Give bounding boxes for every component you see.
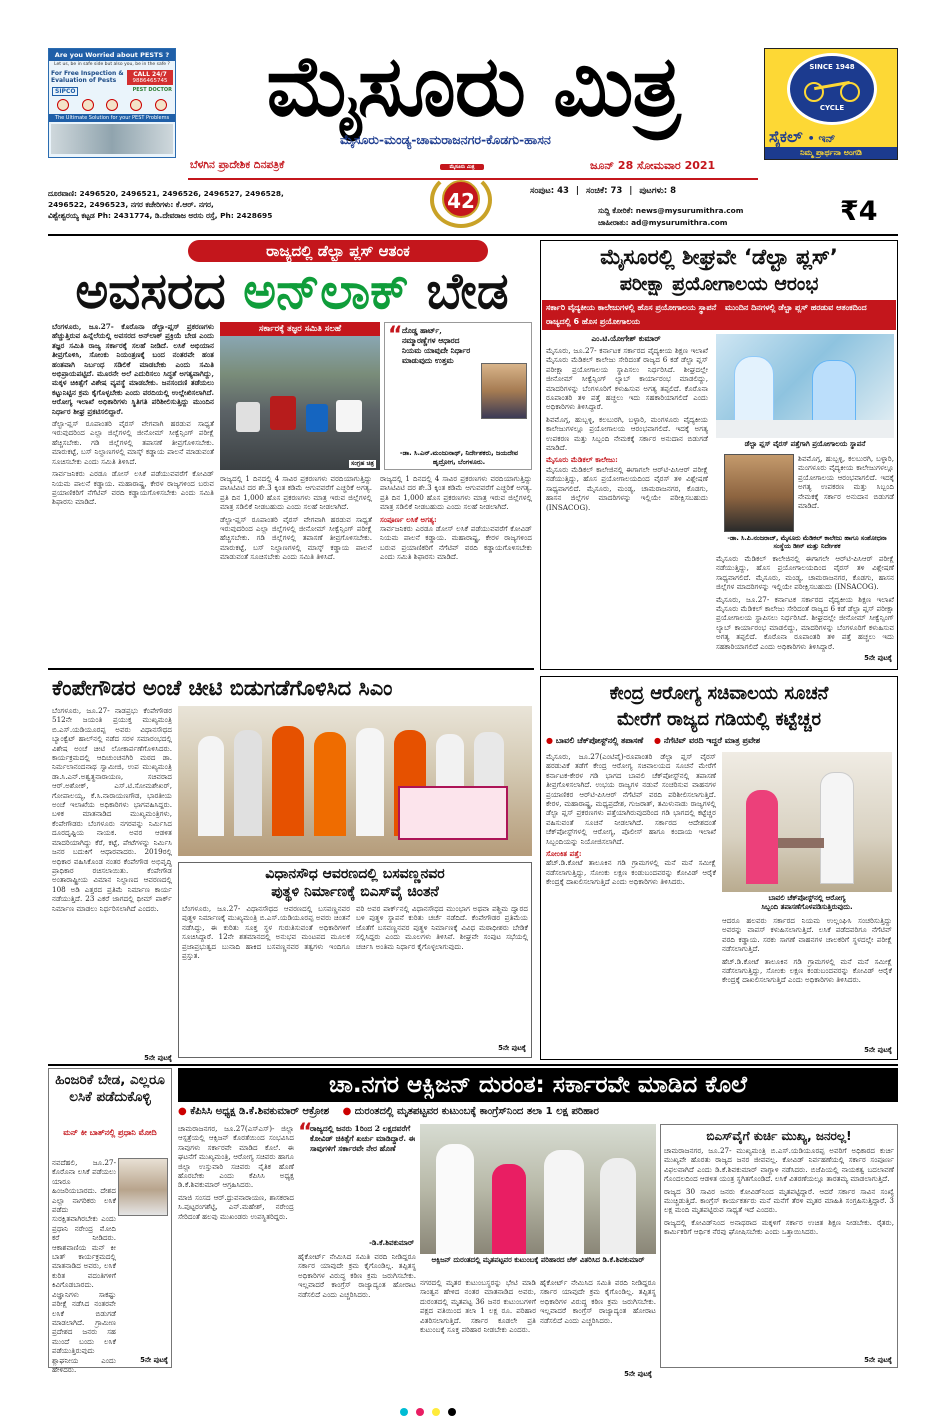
delta-bullet-2: ಮುಂದಿನ ದಿನಗಳಲ್ಲಿ ಡೆಲ್ಟಾ ಪ್ಲಸ್ ಹರಡುವ ಆತಂಕದಿಂದ ರಾಜ್ಯದಲ್ಲಿ 6 ಹೊಸ ಪ್ರಯೋಗಾಲಯ [546,303,867,326]
ad-pest-bug-icons [49,96,175,114]
oxygen-quote-box [298,1120,416,1248]
masthead-title: ಮೈಸೂರು ಮಿತ್ರ [266,37,680,135]
quote-mark-icon: “ [388,323,403,348]
emblem-number: 42 [442,180,480,218]
ad-pest-brand: SIPCO [52,87,78,96]
masthead-subtitle: ಬೆಳಗಿನ ಪ್ರಾದೇಶಿಕ ದಿನಪತ್ರಿಕೆ [190,159,285,171]
lab-worker-2 [812,360,856,426]
delta-lab-photo [716,334,894,438]
person [600,1158,636,1254]
email-news: ಸುದ್ದಿ ಕೋರಿಕೆ: news@mysurumithra.com [598,206,744,215]
ad-pest-offer: For Free Inspection & Evaluation of Pests [51,70,124,84]
delta-body-col-1 [546,346,708,664]
bsy-body-1: ಚಾಮರಾಜನಗರ, ಜೂ.27- ಮುಖ್ಯಮಂತ್ರಿ ಬಿ.ಎಸ್.ಯಡಿಯೂರಪ್ಪ ಅವರಿಗೆ ಅಧಿಕಾರದ ಕುರ್ಚಿ ಮುಖ್ಯವೇ ಹೊರತು ರಾಜ್ಯದ ಜನರ ಜೀವವಲ್ಲ. ಕೋವಿಡ್ ನಿರ್ವಹಣೆಯಲ್ಲಿ ಸರ್ಕಾರ ಸಂಪೂರ್ಣ ವಿಫಲವಾಗಿದೆ ಎಂದು ಡಿ.ಕೆ.ಶಿವಕುಮಾರ್ ವಾಗ್ದಾಳಿ ನಡೆಸಿದರು. ಬಿಜೆಪಿಯಲ್ಲಿ ನಾಯಕತ್ವ ಬದಲಾವಣೆ ಗೊಂದಲದಿಂದ ಆಡಳಿತ ಯಂತ್ರ ಸ್ಥಗಿತಗೊಂಡಿದೆ. ಲಸಿಕೆ ವಿತರಣೆಯಲ್ಲೂ ತಾರತಮ್ಯ ಮಾಡಲಾಗುತ್ತಿದೆ. [664,1146,894,1184]
ad-pest-call: CALL 24/7 [133,71,167,78]
cycle-brand-name: ಸೈಕಲ್ [769,127,803,146]
email-ad: ಜಾಹೀರಾತು: ad@mysurumithra.com [598,218,728,227]
lead-headline-part1: ಅವಸರದ [75,262,244,320]
oxygen-photo [420,1124,656,1254]
lead-body-col-2 [220,474,372,662]
oxygen-body-col-4 [540,1278,656,1368]
delta-bullet-1: ಸರ್ಕಾರಿ ವೈದ್ಯಕೀಯ ಕಾಲೇಜುಗಳಲ್ಲಿ ಹೊಸ ಪ್ರಯೋಗಾಲಯ ಸ್ಥಾಪನೆ [546,303,717,312]
traffic-scene [230,382,370,452]
lead-sub-2: ಸಂಪೂರ್ಣ ಲಸಿಕೆ ಅಗತ್ಯ: [380,514,437,524]
bug-icon [82,99,94,111]
health-body-3: ಹೆಚ್.ಡಿ.ಕೋಟೆ ತಾಲೂಕಿನ ಗಡಿ ಗ್ರಾಮಗಳಲ್ಲಿ ಮನೆ ಮನೆ ಸಮೀಕ್ಷೆ ನಡೆಸಲಾಗುತ್ತಿದ್ದು, ಸೋಂಕು ಲಕ್ಷಣ ಕಂಡುಬಂದವರನ್ನು ಕೋವಿಡ್ ಆರೈಕೆ ಕೇಂದ್ರಕ್ಕೆ ದಾಖಲಿಸಲಾಗುತ್ತಿದೆ ಎಂದು ಅಧಿಕಾರಿಗಳು ತಿಳಿಸಿದರು. [546,858,716,887]
bug-icon [57,99,69,111]
person [436,1144,474,1254]
lead-headline-part2: ಅನ್‌ಲಾಕ್ [243,262,409,320]
lead-quote: ದೊಡ್ಡ ಹಾರ್ಟ್, ನಮ್ಮಾರಣ್ಣೆಗಳ ಆಧಾರದ ನಿಯಮ ಯಾವುದೇ ನಿರ್ಧಾರ ಮಾಡುವುದು ಉತ್ತಮ [402,326,471,365]
lead-quote-author: -ಡಾ. ಸಿ.ಎನ್.ಮಂಜುನಾಥ್, ನಿರ್ದೇಶಕರು, ಜಯದೇವ ಹೃದ್ರೋಗ, ಬೆಂಗಳೂರು. [399,449,519,466]
person [356,728,384,836]
modi-continued: 5ನೇ ಪುಟಕ್ಕೆ [140,1356,168,1364]
swami [272,726,304,836]
person [544,1150,584,1254]
delta-continued: 5ನೇ ಪುಟಕ್ಕೆ [864,654,892,662]
issue-info: ಸಂಪುಟ: 43 | ಸಂಚಿಕೆ: 73 | ಪುಟಗಳು: 8 [530,186,677,196]
lead-photo-caption: ಸರ್ಕಾರಕ್ಕೆ ತಜ್ಞರ ಸಮಿತಿ ಸಲಹೆ [220,322,380,336]
bsy-body-col [664,1146,894,1352]
health-checkpost-photo [722,752,892,892]
health-bullet-2: ● ನೆಗೆಟಿವ್ ವರದಿ ಇದ್ದರೆ ಮಾತ್ರ ಪ್ರವೇಶ [654,736,760,745]
statue-headline-2: ಪುತ್ಥಳಿ ನಿರ್ಮಾಣಕ್ಕೆ ಬಿಎಸ್‌ವೈ ಚಿಂತನೆ [271,884,439,900]
lead-body-2: ಡೆಲ್ಟಾ-ಪ್ಲಸ್ ರೂಪಾಂತರಿ ವೈರಸ್ ವೇಗವಾಗಿ ಹರಡುವ ಸಾಧ್ಯತೆ ಇರುವುದರಿಂದ ಎಲ್ಲಾ ಜಿಲ್ಲೆಗಳಲ್ಲಿ ಜೀನೋಮ್ ಸೀಕ್ವೆನ್ಸಿಂಗ್ ಪರೀಕ್ಷೆ ಹೆಚ್ಚಿಸಬೇಕು. ಗಡಿ ಜಿಲ್ಲೆಗಳಲ್ಲಿ ತಪಾಸಣೆ ತೀವ್ರಗೊಳಿಸಬೇಕು. ಮಾರುಕಟ್ಟೆ, ಬಸ್ ನಿಲ್ದಾಣಗಳಲ್ಲಿ ಮಾಸ್ಕ್ ಕಡ್ಡಾಯ ಪಾಲನೆ ಮಾಡುವಂತೆ ಸೂಚಿಸಬೇಕು ಎಂದು ಸಮಿತಿ ತಿಳಿಸಿದೆ. [52,419,214,466]
modi-body-text: ನವದೆಹಲಿ, ಜೂ.27- ಕೊರೊನಾ ಲಸಿಕೆ ಪಡೆಯಲು ಯಾರೂ ಹಿಂಜರಿಯಬಾರದು. ದೇಶದ ಎಲ್ಲಾ ನಾಗರಿಕರು ಲಸಿಕೆ ಪಡೆದು ಸುರಕ್ಷಿತವಾಗಿರಬೇಕು ಎಂದು ಪ್ರಧಾನಿ ನರೇಂದ್ರ ಮೋದಿ ಕರೆ ನೀಡಿದರು. ಆಕಾಶವಾಣಿಯ ಮನ್ ಕೀ ಬಾತ್ ಕಾರ್ಯಕ್ರಮದಲ್ಲಿ ಮಾತನಾಡಿದ ಅವರು, ಲಸಿಕೆ ಕುರಿತ ವದಂತಿಗಳಿಗೆ ಕಿವಿಗೊಡಬಾರದು. ವಿಜ್ಞಾನಿಗಳು ಸಾಕಷ್ಟು ಪರೀಕ್ಷೆ ನಡೆಸಿದ ನಂತರವೇ ಲಸಿಕೆ ಬಿಡುಗಡೆ ಮಾಡಲಾಗಿದೆ. ಗ್ರಾಮೀಣ ಪ್ರದೇಶದ ಜನರು ಸಹ ಮುಂದೆ ಬಂದು ಲಸಿಕೆ ಪಡೆಯುತ್ತಿರುವುದು ಶ್ಲಾಘನೀಯ ಎಂದು ಹೇಳಿದರು. [52,1158,116,1374]
delta-body-col-3 [716,554,894,654]
delta-body-col-2 [798,454,894,534]
delta-body-2b: ಶಿವಮೊಗ್ಗ, ಹುಬ್ಬಳ್ಳಿ, ಕಲಬುರಗಿ, ಬಳ್ಳಾರಿ, ಮಂಗಳೂರು ವೈದ್ಯಕೀಯ ಕಾಲೇಜುಗಳಲ್ಲೂ ಪ್ರಯೋಗಾಲಯ ಆರಂಭವಾಗಲಿದೆ. ಇದಕ್ಕೆ ಅಗತ್ಯ ಉಪಕರಣ ಮತ್ತು ಸಿಬ್ಬಂದಿ ನೇಮಕಕ್ಕೆ ಸರ್ಕಾರ ಅನುದಾನ ಬಿಡುಗಡೆ ಮಾಡಿದೆ. [798,454,894,511]
lead-body-col-3 [380,474,532,662]
cm-body-text: ಬೆಂಗಳೂರು, ಜೂ.27- ನಾಡಪ್ರಭು ಕೆಂಪೇಗೌಡರ 512ನೇ ಜಯಂತಿ ಪ್ರಯುಕ್ತ ಮುಖ್ಯಮಂತ್ರಿ ಬಿ.ಎಸ್.ಯಡಿಯೂರಪ್ಪ ಅವರು ವಿಧಾನಸೌಧದ ಬ್ಯಾಂಕ್ವೆಟ್ ಹಾಲ್‌ನಲ್ಲಿ ನಡೆದ ಸರಳ ಸಮಾರಂಭದಲ್ಲಿ ವಿಶೇಷ ಅಂಚೆ ಚೀಟಿ ಲೋಕಾರ್ಪಣೆಗೊಳಿಸಿದರು. ಕಾರ್ಯಕ್ರಮದಲ್ಲಿ ಆದಿಚುಂಚನಗಿರಿ ಮಠದ ಡಾ. ನಿರ್ಮಲಾನಂದನಾಥ ಸ್ವಾಮೀಜಿ, ಉಪ ಮುಖ್ಯಮಂತ್ರಿ ಡಾ.ಸಿ.ಎನ್.ಅಶ್ವತ್ಥನಾರಾಯಣ, ಸಚಿವರಾದ ಆರ್.ಅಶೋಕ್, ಎಸ್.ಟಿ.ಸೋಮಶೇಖರ್, ಗೋಪಾಲಯ್ಯ, ಕೆ.ಸಿ.ನಾರಾಯಣಗೌಡ, ಭಾರತೀಯ ಅಂಚೆ ಇಲಾಖೆಯ ಅಧಿಕಾರಿಗಳು ಭಾಗವಹಿಸಿದ್ದರು. ಬಳಿಕ ಮಾತನಾಡಿದ ಮುಖ್ಯಮಂತ್ರಿಗಳು, ಕೆಂಪೇಗೌಡರು ಬೆಂಗಳೂರು ನಗರವನ್ನು ನಿರ್ಮಿಸಿದ ದೂರದೃಷ್ಟಿಯ ನಾಯಕ. ಅವರ ಆಡಳಿತ ಮಾದರಿಯಾಗಿದ್ದು ಕೆರೆ, ಕಟ್ಟೆ, ಪೇಟೆಗಳನ್ನು ನಿರ್ಮಿಸಿ ಜನರ ಬದುಕಿಗೆ ಆಧಾರವಾದರು. 2019ರಲ್ಲಿ ಅಧಿಕಾರ ವಹಿಸಿಕೊಂಡ ನಂತರ ಕೆಂಪೇಗೌಡ ಅಭಿವೃದ್ಧಿ ಪ್ರಾಧಿಕಾರ ರಚಿಸಲಾಯಿತು. ಕೆಂಪೇಗೌಡ ಅಂತಾರಾಷ್ಟ್ರೀಯ ವಿಮಾನ ನಿಲ್ದಾಣದ ಆವರಣದಲ್ಲಿ 108 ಅಡಿ ಎತ್ತರದ ಪ್ರತಿಮೆ ನಿರ್ಮಾಣ ಕಾರ್ಯ ನಡೆಯುತ್ತಿದೆ. 23 ಎಕರೆ ಜಾಗದಲ್ಲಿ ಥೀಮ್ ಪಾರ್ಕ್ ನಿರ್ಮಾಣ ಮಾಡಲು ನಿರ್ಧರಿಸಲಾಗಿದೆ ಎಂದರು. [52,706,172,913]
health-photo-caption-1: ಬಾವಲಿ ಚೆಕ್‌ಪೋಸ್ಟ್‌ನಲ್ಲಿ ಆರೋಗ್ಯ [768,894,846,902]
statue-body-col-1 [182,904,350,1052]
delta-body-1: ಮೈಸೂರು, ಜೂ.27- ಕರ್ನಾಟಕ ಸರ್ಕಾರದ ವೈದ್ಯಕೀಯ ಶಿಕ್ಷಣ ಇಲಾಖೆ ಮೈಸೂರು ಮೆಡಿಕಲ್ ಕಾಲೇಜು ಸೇರಿದಂತೆ ರಾಜ್ಯದ 6 ಕಡೆ ಡೆಲ್ಟಾ ಪ್ಲಸ್ ಪರೀಕ್ಷಾ ಪ್ರಯೋಗಾಲಯ ಸ್ಥಾಪಿಸಲು ನಿರ್ಧರಿಸಿದೆ. ಶೀಘ್ರದಲ್ಲೇ ಜೀನೋಮ್ ಸೀಕ್ವೆನ್ಸಿಂಗ್ ಲ್ಯಾಬ್ ಕಾರ್ಯಾರಂಭ ಮಾಡಲಿದ್ದು, ಮಾದರಿಗಳನ್ನು ಬೆಂಗಳೂರಿಗೆ ಕಳುಹಿಸುವ ಅಗತ್ಯ ತಪ್ಪಲಿದೆ. ಕೊರೊನಾ ರೂಪಾಂತರಿ ತಳಿ ಪತ್ತೆ ಹಚ್ಚಲು ಇದು ಸಹಕಾರಿಯಾಗಲಿದೆ ಎಂದು ಅಧಿಕಾರಿಗಳು ತಿಳಿಸಿದ್ದಾರೆ. [546,346,708,412]
delta-portrait-caption: -ಡಾ. ಸಿ.ಪಿ.ನಂಜರಾಜ್, ಮೈಸೂರು ಮೆಡಿಕಲ್ ಕಾಲೇಜು ಹಾಗೂ ಸಂಶೋಧನಾ ಸಂಸ್ಥೆಯ ಡೀನ್ ಮತ್ತು ನಿರ್ದೇಶಕ [727,534,887,550]
bsy-body-2: ರಾಜ್ಯದ 30 ಸಾವಿರ ಜನರು ಕೋವಿಡ್‌ನಿಂದ ಮೃತಪಟ್ಟಿದ್ದಾರೆ. ಆದರೆ ಸರ್ಕಾರ ಸಾವಿನ ಸಂಖ್ಯೆ ಮುಚ್ಚಿಡುತ್ತಿದೆ. ಕಾಂಗ್ರೆಸ್ ಕಾರ್ಯಕರ್ತರು ಮನೆ ಮನೆಗೆ ತೆರಳಿ ಮೃತರ ಮಾಹಿತಿ ಸಂಗ್ರಹಿಸುತ್ತಿದ್ದಾರೆ. 3 ಲಕ್ಷ ಮಂದಿ ಮೃತಪಟ್ಟಿರುವ ಸಾಧ್ಯತೆ ಇದೆ ಎಂದರು. [664,1186,894,1215]
lead-body-1: ಬೆಂಗಳೂರು, ಜೂ.27- ಕೊರೊನಾ ಡೆಲ್ಟಾ-ಪ್ಲಸ್ ಪ್ರಕರಣಗಳು ಹೆಚ್ಚುತ್ತಿರುವ ಹಿನ್ನೆಲೆಯಲ್ಲಿ ಅವಸರದ ಅನ್‌ಲಾಕ್ ಪ್ರಕ್ರಿಯೆ ಬೇಡ ಎಂದು ತಜ್ಞರ ಸಮಿತಿ ರಾಜ್ಯ ಸರ್ಕಾರಕ್ಕೆ ಸಲಹೆ ನೀಡಿದೆ. ಲಸಿಕೆ ಅಭಿಯಾನ ತೀವ್ರಗೊಳಿಸಿ, ಸೋಂಕು ನಿಯಂತ್ರಣಕ್ಕೆ ಬಂದ ನಂತರವೇ ಹಂತ ಹಂತವಾಗಿ ನಿರ್ಬಂಧ ಸಡಿಲಿಕೆ ಮಾಡಬೇಕು ಎಂದು ಸಮಿತಿ ಅಭಿಪ್ರಾಯಪಟ್ಟಿದೆ. ಮೂರನೇ ಅಲೆ ಎದುರಿಸಲು ಸಿದ್ಧತೆ ಅಗತ್ಯವಾಗಿದ್ದು, ಮಕ್ಕಳ ಚಿಕಿತ್ಸೆಗೆ ವಿಶೇಷ ವ್ಯವಸ್ಥೆ ಮಾಡಬೇಕು. ಜನಸಂದಣಿ ತಡೆಯಲು ಕಟ್ಟುನಿಟ್ಟಿನ ಕ್ರಮ ಕೈಗೊಳ್ಳಬೇಕು ಎಂದು ವರದಿಯಲ್ಲಿ ಉಲ್ಲೇಖಿಸಲಾಗಿದೆ. ಆರೋಗ್ಯ ಇಲಾಖೆ ಅಧಿಕಾರಿಗಳು ಸ್ಥಿತಿಗತಿ ಪರಿಶೀಲಿಸುತ್ತಿದ್ದು ಮುಂದಿನ ನಿರ್ಧಾರ ಶೀಘ್ರ ಪ್ರಕಟಿಸಲಿದ್ದಾರೆ. [52,322,214,416]
stamp-board [398,786,508,840]
cm-photo [178,706,532,856]
oxygen-body-4: ಮಾಜಿ ಸಂಸದ ಆರ್.ಧ್ರುವನಾರಾಯಣ, ಶಾಸಕರಾದ ಸಿ.ಪುಟ್ಟರಂಗಶೆಟ್ಟಿ, ಎನ್.ಮಹೇಶ್, ನರೇಂದ್ರ ಸೇರಿದಂತೆ ಹಲವು ಮುಖಂಡರು ಉಪಸ್ಥಿತರಿದ್ದರು. [178,1192,294,1221]
contact-phones [48,188,393,221]
lead-headline-part3: ಬೇಡ [408,262,509,320]
person [492,1164,526,1254]
cm-body [52,706,172,1052]
delta-body-3b: ಮೈಸೂರು ಮೆಡಿಕಲ್ ಕಾಲೇಜಿನಲ್ಲಿ ಈಗಾಗಲೇ ಆರ್‌ಟಿ-ಪಿಸಿಆರ್ ಪರೀಕ್ಷೆ ನಡೆಯುತ್ತಿದ್ದು, ಹೊಸ ಪ್ರಯೋಗಾಲಯದಿಂದ ವೈರಸ್ ತಳಿ ವಿಶ್ಲೇಷಣೆ ಸಾಧ್ಯವಾಗಲಿದೆ. ಮೈಸೂರು, ಮಂಡ್ಯ, ಚಾಮರಾಜನಗರ, ಕೊಡಗು, ಹಾಸನ ಜಿಲ್ಲೆಗಳ ಮಾದರಿಗಳನ್ನು ಇಲ್ಲಿಯೇ ಪರೀಕ್ಷಿಸಬಹುದು (INSACOG). [716,554,894,592]
delta-headline-1: ಮೈಸೂರಲ್ಲಿ ಶೀಘ್ರವೇ ‘ಡೆಲ್ಟಾ ಪ್ಲಸ್’ [600,245,838,269]
ad-pest-photo [51,124,173,154]
health-body-1: ಮೈಸೂರು, ಜೂ.27(ಎಂಟಿವೈ)-ರೂಪಾಂತರಿ ಡೆಲ್ಟಾ ಪ್ಲಸ್ ವೈರಸ್ ಹರಡುವಿಕೆ ತಡೆಗೆ ಕೇಂದ್ರ ಆರೋಗ್ಯ ಸಚಿವಾಲಯದ ಸೂಚನೆ ಮೇರೆಗೆ ಕರ್ನಾಟಕ-ಕೇರಳ ಗಡಿ ಭಾಗದ ಬಾವಲಿ ಚೆಕ್‌ಪೋಸ್ಟ್‌ನಲ್ಲಿ ತಪಾಸಣೆ ತೀವ್ರಗೊಳಿಸಲಾಗಿದೆ. ಉಭಯ ರಾಜ್ಯಗಳ ನಡುವೆ ಸಂಚರಿಸುವ ವಾಹನಗಳ ಪ್ರಯಾಣಿಕರ ಆರ್‌ಟಿ-ಪಿಸಿಆರ್ ನೆಗೆಟಿವ್ ವರದಿ ಪರಿಶೀಲಿಸಲಾಗುತ್ತಿದೆ. ಕೇರಳ, ಮಹಾರಾಷ್ಟ್ರ, ಮಧ್ಯಪ್ರದೇಶ, ಗುಜರಾತ್, ತಮಿಳುನಾಡು ರಾಜ್ಯಗಳಲ್ಲಿ ಡೆಲ್ಟಾ ಪ್ಲಸ್ ಪ್ರಕರಣಗಳು ಪತ್ತೆಯಾಗಿರುವುದರಿಂದ ಗಡಿ ಭಾಗದಲ್ಲಿ ಕಟ್ಟೆಚ್ಚರ ವಹಿಸುವಂತೆ ಸೂಚನೆ ನೀಡಲಾಗಿದೆ. ಸರ್ಕಾರದ ಆದೇಶದಂತೆ ಚೆಕ್‌ಪೋಸ್ಟ್‌ಗಳಲ್ಲಿ ಆರೋಗ್ಯ, ಪೊಲೀಸ್ ಹಾಗೂ ಕಂದಾಯ ಇಲಾಖೆ ಸಿಬ್ಬಂದಿಯನ್ನು ನಿಯೋಜಿಸಲಾಗಿದೆ. [546,752,716,846]
oxygen-body-1: ಚಾಮರಾಜನಗರ, ಜೂ.27(ಎಸ್‌ಎಸ್)- ಜಿಲ್ಲಾ ಆಸ್ಪತ್ರೆಯಲ್ಲಿ ಆಕ್ಸಿಜನ್ ಕೊರತೆಯಿಂದ ಸಂಭವಿಸಿದ ಸಾವುಗಳು ಸರ್ಕಾರವೇ ಮಾಡಿದ ಕೊಲೆ. ಈ ಘಟನೆಗೆ ಮುಖ್ಯಮಂತ್ರಿ, ಆರೋಗ್ಯ ಸಚಿವರು ಹಾಗೂ ಜಿಲ್ಲಾ ಉಸ್ತುವಾರಿ ಸಚಿವರು ನೈತಿಕ ಹೊಣೆ ಹೊರಬೇಕು ಎಂದು ಕೆಪಿಸಿಸಿ ಅಧ್ಯಕ್ಷ ಡಿ.ಕೆ.ಶಿವಕುಮಾರ್ ಆಗ್ರಹಿಸಿದರು. [178,1124,294,1190]
delta-photo-caption: ಡೆಲ್ಟಾ ಪ್ಲಸ್ ವೈರಸ್ ಪತ್ತೆಗಾಗಿ ಪ್ರಯೋಗಾಲಯ ಸ್ಥಾಪನೆ [744,440,866,448]
cycle-word: CYCLE [819,104,845,112]
lead-body-3: ರಾಜ್ಯದಲ್ಲಿ 1 ದಿನದಲ್ಲಿ 4 ಸಾವಿರ ಪ್ರಕರಣಗಳು ವರದಿಯಾಗುತ್ತಿದ್ದು ಪಾಸಿಟಿವಿಟಿ ದರ ಶೇ.3 ಕ್ಕಿಂತ ಕಡಿಮೆ ಆಗುವವರೆಗೆ ಎಚ್ಚರಿಕೆ ಅಗತ್ಯ. ಪ್ರತಿ ದಿನ 1,000 ಹೊಸ ಪ್ರಕರಣಗಳು ಮಾತ್ರ ಇರುವ ಜಿಲ್ಲೆಗಳಲ್ಲಿ ಮಾತ್ರ ಸಡಿಲಿಕೆ ನೀಡಬಹುದು ಎಂದು ಸಲಹೆ ನೀಡಲಾಗಿದೆ. [220,474,372,512]
volume: ಸಂಪುಟ: 43 [530,186,569,196]
ad-cycle-brand[interactable] [764,48,898,160]
health-body-2: ಆದರೂ ಹಲವರು ಸರ್ಕಾರದ ನಿಯಮ ಉಲ್ಲಂಘಿಸಿ ಸಂಚರಿಸುತ್ತಿದ್ದು ಅವರನ್ನು ವಾಪಸ್ ಕಳುಹಿಸಲಾಗುತ್ತಿದೆ. ಲಸಿಕೆ ಪಡೆದವರಿಗೂ ನೆಗೆಟಿವ್ ವರದಿ ಕಡ್ಡಾಯ. ಸರಕು ಸಾಗಣೆ ವಾಹನಗಳ ಚಾಲಕರಿಗೆ ಸ್ಥಳದಲ್ಲೇ ಪರೀಕ್ಷೆ ನಡೆಸಲಾಗುತ್ತಿದೆ. [722,916,892,954]
health-body-col-1 [546,752,716,1052]
bug-icon [155,99,167,111]
phones-line-3: ವಿಶ್ವೇಶ್ವರಯ್ಯ ಕಟ್ಟಡ Ph: 2431774, ಡಿ.ದೇವರಾಜ ಅರಸು ರಸ್ತೆ, Ph: 2428695 [48,211,273,220]
lead-photo-label: ಸಂಗ್ರಹ ಚಿತ್ರ [350,460,374,467]
bsy-headline: ಬಿಎಸ್‌ವೈಗೆ ಕುರ್ಚಿ ಮುಖ್ಯ, ಜನರಲ್ಲ! [706,1129,852,1143]
health-sub: ಸೋಂಕಿತ ಪತ್ತೆ: [546,849,582,859]
lab-bench [716,420,894,438]
statue-body-col-2 [356,904,528,1044]
price: ₹4 [840,196,878,227]
health-continued: 5ನೇ ಪುಟಕ್ಕೆ [864,1046,892,1054]
modi-headline: ಹಿಂಜರಿಕೆ ಬೇಡ, ಎಲ್ಲರೂ ಲಸಿಕೆ ಪಡೆದುಕೊಳ್ಳಿ [55,1072,165,1105]
anniversary-emblem [418,164,504,232]
health-headline-1: ಕೇಂದ್ರ ಆರೋಗ್ಯ ಸಚಿವಾಲಯ ಸೂಚನೆ [609,683,829,704]
person [198,736,224,836]
ad-pest-slogan: The Ultimate Solution for your PEST Problems [49,114,175,122]
ad-pest-sub: Let us, be in safe side but also you, be in the safe ? [54,62,170,67]
delta-body-1b: ಮೈಸೂರು, ಜೂ.27- ಕರ್ನಾಟಕ ಸರ್ಕಾರದ ವೈದ್ಯಕೀಯ ಶಿಕ್ಷಣ ಇಲಾಖೆ ಮೈಸೂರು ಮೆಡಿಕಲ್ ಕಾಲೇಜು ಸೇರಿದಂತೆ ರಾಜ್ಯದ 6 ಕಡೆ ಡೆಲ್ಟಾ ಪ್ಲಸ್ ಪರೀಕ್ಷಾ ಪ್ರಯೋಗಾಲಯ ಸ್ಥಾಪಿಸಲು ನಿರ್ಧರಿಸಿದೆ. ಶೀಘ್ರದಲ್ಲೇ ಜೀನೋಮ್ ಸೀಕ್ವೆನ್ಸಿಂಗ್ ಲ್ಯಾಬ್ ಕಾರ್ಯಾರಂಭ ಮಾಡಲಿದ್ದು, ಮಾದರಿಗಳನ್ನು ಬೆಂಗಳೂರಿಗೆ ಕಳುಹಿಸುವ ಅಗತ್ಯ ತಪ್ಪಲಿದೆ. ಕೊರೊನಾ ರೂಪಾಂತರಿ ತಳಿ ಪತ್ತೆ ಹಚ್ಚಲು ಇದು ಸಹಕಾರಿಯಾಗಲಿದೆ ಎಂದು ಅಧಿಕಾರಿಗಳು ತಿಳಿಸಿದ್ದಾರೆ. [716,594,894,651]
modi-sub: ಮನ್ ಕೀ ಬಾತ್‌ನಲ್ಲಿ ಪ್ರಧಾನಿ ಮೋದಿ [63,1128,157,1137]
delta-bullets [542,300,896,330]
traveller [746,790,778,884]
health-body-3b: ಹೆಚ್.ಡಿ.ಕೋಟೆ ತಾಲೂಕಿನ ಗಡಿ ಗ್ರಾಮಗಳಲ್ಲಿ ಮನೆ ಮನೆ ಸಮೀಕ್ಷೆ ನಡೆಸಲಾಗುತ್ತಿದ್ದು, ಸೋಂಕು ಲಕ್ಷಣ ಕಂಡುಬಂದವರನ್ನು ಕೋವಿಡ್ ಆರೈಕೆ ಕೇಂದ್ರಕ್ಕೆ ದಾಖಲಿಸಲಾಗುತ್ತಿದೆ ಎಂದು ಅಧಿಕಾರಿಗಳು ತಿಳಿಸಿದರು. [722,956,892,985]
cm-continued: 5ನೇ ಪುಟಕ್ಕೆ [144,1054,172,1062]
delta-byline: ಎಂ.ಟಿ.ಯೋಗೇಶ್ ಕುಮಾರ್ [591,334,661,343]
delta-sub: ಮೈಸೂರು ಮೆಡಿಕಲ್ ಕಾಲೇಜು: [546,455,618,465]
bsy-continued: 5ನೇ ಪುಟಕ್ಕೆ [864,1356,892,1364]
health-worker [820,772,854,884]
delta-body-2: ಶಿವಮೊಗ್ಗ, ಹುಬ್ಬಳ್ಳಿ, ಕಲಬುರಗಿ, ಬಳ್ಳಾರಿ, ಮಂಗಳೂರು ವೈದ್ಯಕೀಯ ಕಾಲೇಜುಗಳಲ್ಲೂ ಪ್ರಯೋಗಾಲಯ ಆರಂಭವಾಗಲಿದೆ. ಇದಕ್ಕೆ ಅಗತ್ಯ ಉಪಕರಣ ಮತ್ತು ಸಿಬ್ಬಂದಿ ನೇಮಕಕ್ಕೆ ಸರ್ಕಾರ ಅನುದಾನ ಬಿಡುಗಡೆ ಮಾಡಿದೆ. [546,414,708,453]
lead-body-4b: ಸಾರ್ವಜನಿಕರು ಎರಡೂ ಡೋಸ್ ಲಸಿಕೆ ಪಡೆಯುವವರೆಗೆ ಕೋವಿಡ್ ನಿಯಮ ಪಾಲನೆ ಕಡ್ಡಾಯ. ಮಹಾರಾಷ್ಟ್ರ, ಕೇರಳ ರಾಜ್ಯಗಳಿಂದ ಬರುವ ಪ್ರಯಾಣಿಕರಿಗೆ ನೆಗೆಟಿವ್ ವರದಿ ಕಡ್ಡಾಯಗೊಳಿಸಬೇಕು ಎಂದು ಸಮಿತಿ ಶಿಫಾರಸು ಮಾಡಿದೆ. [380,524,532,562]
lead-body-3b: ರಾಜ್ಯದಲ್ಲಿ 1 ದಿನದಲ್ಲಿ 4 ಸಾವಿರ ಪ್ರಕರಣಗಳು ವರದಿಯಾಗುತ್ತಿದ್ದು ಪಾಸಿಟಿವಿಟಿ ದರ ಶೇ.3 ಕ್ಕಿಂತ ಕಡಿಮೆ ಆಗುವವರೆಗೆ ಎಚ್ಚರಿಕೆ ಅಗತ್ಯ. ಪ್ರತಿ ದಿನ 1,000 ಹೊಸ ಪ್ರಕರಣಗಳು ಮಾತ್ರ ಇರುವ ಜಿಲ್ಲೆಗಳಲ್ಲಿ ಮಾತ್ರ ಸಡಿಲಿಕೆ ನೀಡಬಹುದು ಎಂದು ಸಲಹೆ ನೀಡಲಾಗಿದೆ. [380,474,532,512]
bsy-body-3: ರಾಜ್ಯದಲ್ಲಿ ಕೋವಿಡ್‌ನಿಂದ ಅನಾಥರಾದ ಮಕ್ಕಳಿಗೆ ಸರ್ಕಾರ ಉಚಿತ ಶಿಕ್ಷಣ ನೀಡಬೇಕು. ರೈತರು, ಕಾರ್ಮಿಕರಿಗೆ ಆರ್ಥಿಕ ನೆರವು ಘೋಷಿಸಬೇಕು ಎಂದು ಒತ್ತಾಯಿಸಿದರು. [664,1217,894,1237]
oxygen-body-col-1 [178,1124,294,1368]
statue-continued: 5ನೇ ಪುಟಕ್ಕೆ [498,1044,526,1052]
oxygen-headline: ಚಾ.ನಗರ ಆಕ್ಸಿಜನ್ ದುರಂತ: ಸರ್ಕಾರವೇ ಮಾಡಿದ ಕೊಲೆ [178,1068,898,1102]
ad-pest-phone: 9886465745 [132,78,168,84]
person [234,730,262,836]
masthead-bottom-rule [48,234,898,236]
cycle-since: SINCE 1948 [809,63,855,71]
delta-headline-2: ಪರೀಕ್ಷಾ ಪ್ರಯೋಗಾಲಯ ಆರಂಭ [619,273,819,295]
page-count: ಪುಟಗಳು: 8 [639,186,677,196]
health-body-col-2 [722,916,892,1044]
lead-quote-portrait [481,363,527,419]
registration-marks [0,1400,945,1424]
bug-icon [130,99,142,111]
masthead-date: ಜೂನ್ 28 ಸೋಮವಾರ 2021 [590,159,716,172]
lead-headline [52,262,532,320]
cycle-brand-suffix: • ಇನ್ [807,132,836,145]
phones-line-1: ದೂರವಾಣಿ: 2496520, 2496521, 2496526, 2496527, 2496528, [48,189,284,198]
lead-kicker: ರಾಜ್ಯದಲ್ಲಿ ಡೆಲ್ಟಾ ಪ್ಲಸ್ ಆತಂಕ [188,240,488,262]
cycle-badge [787,53,877,125]
statue-body-1: ಬೆಂಗಳೂರು, ಜೂ.27- ವಿಧಾನಸೌಧದ ಆವರಣದಲ್ಲಿ ಬಸವಣ್ಣನವರ ಪುತ್ಥಳಿ ನಿರ್ಮಾಣಕ್ಕೆ ಮುಖ್ಯಮಂತ್ರಿ ಬಿ.ಎಸ್.ಯಡಿಯೂರಪ್ಪ ಅವರು ಚಿಂತನೆ ನಡೆಸಿದ್ದು, ಈ ಕುರಿತು ಸೂಕ್ತ ಸ್ಥಳ ಗುರುತಿಸುವಂತೆ ಅಧಿಕಾರಿಗಳಿಗೆ ಸೂಚಿಸಿದ್ದಾರೆ. 12ನೇ ಶತಮಾನದಲ್ಲಿ ಅನುಭವ ಮಂಟಪದ ಮೂಲಕ ಪ್ರಜಾಪ್ರಭುತ್ವದ ಬುನಾದಿ ಹಾಕಿದ ಬಸವಣ್ಣನವರ ತತ್ವಗಳು ಇಂದಿಗೂ ಪ್ರಸ್ತುತ. [182,904,350,961]
masthead-tagline: ಮೈಸೂರು-ಮಂಡ್ಯ-ಚಾಮರಾಜನಗರ-ಕೊಡಗು-ಹಾಸನ [340,132,551,147]
bicycle-icon [802,74,862,104]
oxygen-bullet-2: ● ದುರಂತದಲ್ಲಿ ಮೃತಪಟ್ಟವರ ಕುಟುಂಬಕ್ಕೆ ಕಾಂಗ್ರೆಸ್‌ನಿಂದ ತಲಾ 1 ಲಕ್ಷ ಪರಿಹಾರ [343,1106,599,1117]
lead-body-2b: ಡೆಲ್ಟಾ-ಪ್ಲಸ್ ರೂಪಾಂತರಿ ವೈರಸ್ ವೇಗವಾಗಿ ಹರಡುವ ಸಾಧ್ಯತೆ ಇರುವುದರಿಂದ ಎಲ್ಲಾ ಜಿಲ್ಲೆಗಳಲ್ಲಿ ಜೀನೋಮ್ ಸೀಕ್ವೆನ್ಸಿಂಗ್ ಪರೀಕ್ಷೆ ಹೆಚ್ಚಿಸಬೇಕು. ಗಡಿ ಜಿಲ್ಲೆಗಳಲ್ಲಿ ತಪಾಸಣೆ ತೀವ್ರಗೊಳಿಸಬೇಕು. ಮಾರುಕಟ್ಟೆ, ಬಸ್ ನಿಲ್ದಾಣಗಳಲ್ಲಿ ಮಾಸ್ಕ್ ಕಡ್ಡಾಯ ಪಾಲನೆ ಮಾಡುವಂತೆ ಸೂಚಿಸಬೇಕು ಎಂದು ಸಮಿತಿ ತಿಳಿಸಿದೆ. [220,514,372,562]
oxygen-body-col-3 [420,1278,536,1368]
oxygen-photo-caption: ಆಕ್ಸಿಜನ್ ದುರಂತದಲ್ಲಿ ಮೃತಪಟ್ಟವರ ಕುಟುಂಬಕ್ಕೆ ಪರಿಹಾರದ ಚೆಕ್ ವಿತರಿಸಿದ ಡಿ.ಕೆ.ಶಿವಕುಮಾರ್ [431,1256,645,1264]
oxygen-quote: ರಾಜ್ಯದಲ್ಲಿ ಜನರು 1ರಿಂದ 2 ಲಕ್ಷದವರೆಗೆ ಕೋವಿಡ್ ಚಿಕಿತ್ಸೆಗೆ ಖರ್ಚು ಮಾಡಿದ್ದಾರೆ. ಈ ಸಾವುಗಳಿಗೆ ಸರ್ಕಾರವೇ ನೇರ ಹೊಣೆ [310,1124,416,1153]
health-bullets [546,736,892,746]
issue-number: ಸಂಚಿಕೆ: 73 [585,186,623,196]
statue-body-2: ವರಿ ಅವರ ಪಾರ್ಕ್‌ನಲ್ಲಿ ವಿಧಾನಸೌಧದ ಮುಂಭಾಗ ಅಥವಾ ಪಶ್ಚಿಮ ದ್ವಾರದ ಬಳಿ ಪುತ್ಥಳಿ ಸ್ಥಾಪನೆ ಕುರಿತು ಚರ್ಚೆ ನಡೆದಿದೆ. ಕೆಂಪೇಗೌಡರ ಪ್ರತಿಮೆಯ ಜೊತೆಗೆ ಬಸವಣ್ಣನವರ ಪುತ್ಥಳಿ ನಿರ್ಮಾಣಕ್ಕೆ ವಿವಿಧ ಮಠಾಧೀಶರು ಬೇಡಿಕೆ ಸಲ್ಲಿಸಿದ್ದರು ಎಂದು ಮೂಲಗಳು ತಿಳಿಸಿವೆ. ಶೀಘ್ರವೇ ಸಂಪುಟ ಸಭೆಯಲ್ಲಿ ಚರ್ಚಿಸಿ ಅಂತಿಮ ನಿರ್ಧಾರ ಕೈಗೊಳ್ಳಲಾಗುವುದು. [356,904,528,951]
health-bullet-1: ● ಬಾವಲಿ ಚೆಕ್‌ಪೋಸ್ಟ್‌ನಲ್ಲಿ ತಪಾಸಣೆ [546,736,643,745]
oxygen-body-3: ಹೈಕೋರ್ಟ್ ನೇಮಿಸಿದ ಸಮಿತಿ ವರದಿ ನೀಡಿದ್ದರೂ ಸರ್ಕಾರ ಯಾವುದೇ ಕ್ರಮ ಕೈಗೊಂಡಿಲ್ಲ. ತಪ್ಪಿತಸ್ಥ ಅಧಿಕಾರಿಗಳ ವಿರುದ್ಧ ಕಠಿಣ ಕ್ರಮ ಜರುಗಿಸಬೇಕು. ಇಲ್ಲವಾದರೆ ಕಾಂಗ್ರೆಸ್ ರಾಜ್ಯಾದ್ಯಂತ ಹೋರಾಟ ನಡೆಸಲಿದೆ ಎಂದು ಎಚ್ಚರಿಸಿದರು. [298,1252,416,1299]
health-headline-2: ಮೇರೆಗೆ ರಾಜ್ಯದ ಗಡಿಯಲ್ಲಿ ಕಟ್ಟೆಚ್ಚರ [616,709,822,730]
phones-line-2: 2496522, 2496523, ನಗರ ಕಚೇರಿಗಳು: ಕೆ.ಆರ್. ನಗರ, [48,200,214,209]
lead-photo [220,322,380,470]
cm-headline: ಕೆಂಪೇಗೌಡರ ಅಂಚೆ ಚೀಟಿ ಬಿಡುಗಡೆಗೊಳಿಸಿದ ಸಿಎಂ [52,676,393,700]
quote-mark-icon: “ [298,1120,313,1145]
swami [314,732,346,836]
ad-pest-control[interactable] [48,48,176,158]
cycle-tagline: ನಿಮ್ಮ ಪ್ರಾರ್ಥನಾ ಅಂಗಡಿ [765,147,897,159]
lab-worker-1 [734,356,774,426]
oxygen-bullets [178,1106,898,1117]
oxygen-bullet-1: ● ಕೆಪಿಸಿಸಿ ಅಧ್ಯಕ್ಷ ಡಿ.ಕೆ.ಶಿವಕುಮಾರ್ ಆಕ್ರೋಶ [178,1106,329,1117]
oxygen-quote-author: -ಡಿ.ಕೆ.ಶಿವಕುಮಾರ್ [369,1239,414,1247]
table [778,838,824,848]
emblem-name: ಮೈಸೂರು ಮಿತ್ರ [440,164,484,170]
ad-pest-brand2: PEST DOCTOR [132,87,172,93]
health-photo-caption-2: ಸಿಬ್ಬಂದಿ ತಪಾಸಣೆಗೊಳಪಡಿಸುತ್ತಿರುವುದು. [761,903,853,911]
lead-quote-box [384,322,532,470]
statue-headline-1: ವಿಧಾನಸೌಧ ಆವರಣದಲ್ಲಿ ಬಸವಣ್ಣನವರ [265,866,445,882]
delta-body-3: ಮೈಸೂರು ಮೆಡಿಕಲ್ ಕಾಲೇಜಿನಲ್ಲಿ ಈಗಾಗಲೇ ಆರ್‌ಟಿ-ಪಿಸಿಆರ್ ಪರೀಕ್ಷೆ ನಡೆಯುತ್ತಿದ್ದು, ಹೊಸ ಪ್ರಯೋಗಾಲಯದಿಂದ ವೈರಸ್ ತಳಿ ವಿಶ್ಲೇಷಣೆ ಸಾಧ್ಯವಾಗಲಿದೆ. ಮೈಸೂರು, ಮಂಡ್ಯ, ಚಾಮರಾಜನಗರ, ಕೊಡಗು, ಹಾಸನ ಜಿಲ್ಲೆಗಳ ಮಾದರಿಗಳನ್ನು ಇಲ್ಲಿಯೇ ಪರೀಕ್ಷಿಸಬಹುದು (INSACOG). [546,464,708,512]
lead-body-col-1 [52,322,214,662]
lead-body-4: ಸಾರ್ವಜನಿಕರು ಎರಡೂ ಡೋಸ್ ಲಸಿಕೆ ಪಡೆಯುವವರೆಗೆ ಕೋವಿಡ್ ನಿಯಮ ಪಾಲನೆ ಕಡ್ಡಾಯ. ಮಹಾರಾಷ್ಟ್ರ, ಕೇರಳ ರಾಜ್ಯಗಳಿಂದ ಬರುವ ಪ್ರಯಾಣಿಕರಿಗೆ ನೆಗೆಟಿವ್ ವರದಿ ಕಡ್ಡಾಯಗೊಳಿಸಬೇಕು ಎಂದು ಸಮಿತಿ ಶಿಫಾರಸು ಮಾಡಿದೆ. [52,469,214,507]
bottom-top-rule [48,1064,898,1066]
delta-portrait [724,454,794,532]
cm-top-rule [48,668,534,670]
bug-icon [106,99,118,111]
oxygen-body-2: ನಗರದಲ್ಲಿ ಮೃತರ ಕುಟುಂಬಸ್ಥರನ್ನು ಭೇಟಿ ಮಾಡಿ ಸಾಂತ್ವನ ಹೇಳಿದ ನಂತರ ಮಾತನಾಡಿದ ಅವರು, ದುರಂತದಲ್ಲಿ ಮೃತಪಟ್ಟ 36 ಜನರ ಕುಟುಂಬಗಳಿಗೆ ಪಕ್ಷದ ವತಿಯಿಂದ ತಲಾ 1 ಲಕ್ಷ ರೂ. ಪರಿಹಾರ ವಿತರಿಸಲಾಗುತ್ತಿದೆ. ಸರ್ಕಾರ ಕೂಡಲೇ ಪ್ರತಿ ಕುಟುಂಬಕ್ಕೆ ಸೂಕ್ತ ಪರಿಹಾರ ನೀಡಬೇಕು ಎಂದರು. [420,1278,536,1335]
oxygen-body-3b: ಹೈಕೋರ್ಟ್ ನೇಮಿಸಿದ ಸಮಿತಿ ವರದಿ ನೀಡಿದ್ದರೂ ಸರ್ಕಾರ ಯಾವುದೇ ಕ್ರಮ ಕೈಗೊಂಡಿಲ್ಲ. ತಪ್ಪಿತಸ್ಥ ಅಧಿಕಾರಿಗಳ ವಿರುದ್ಧ ಕಠಿಣ ಕ್ರಮ ಜರುಗಿಸಬೇಕು. ಇಲ್ಲವಾದರೆ ಕಾಂಗ್ರೆಸ್ ರಾಜ್ಯಾದ್ಯಂತ ಹೋರಾಟ ನಡೆಸಲಿದೆ ಎಂದು ಎಚ್ಚರಿಸಿದರು. [540,1278,656,1325]
ad-pest-headline: Are you Worried about PESTS ? [49,49,175,61]
oxygen-continued: 5ನೇ ಪುಟಕ್ಕೆ [624,1370,652,1378]
oxygen-body-col-2 [298,1252,416,1368]
